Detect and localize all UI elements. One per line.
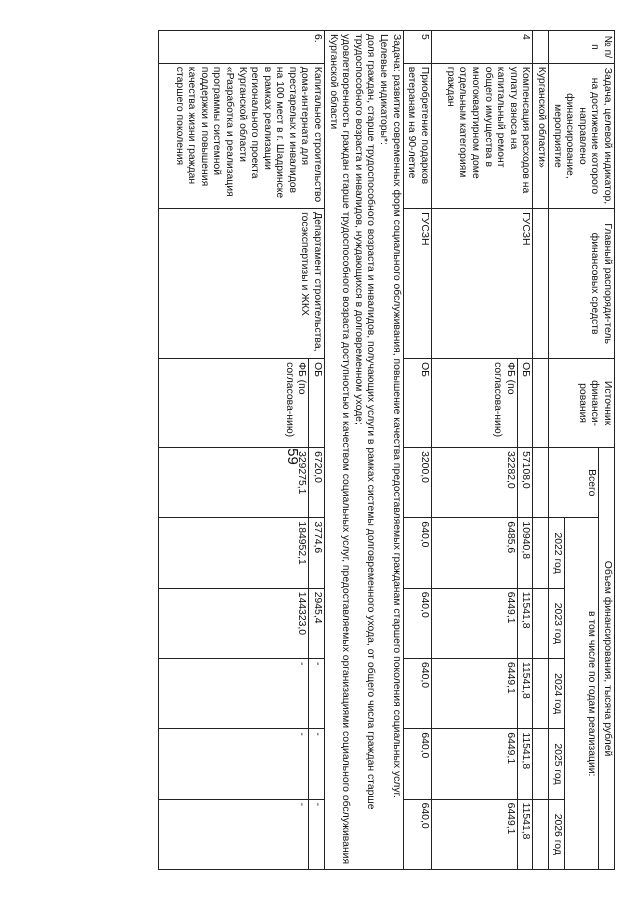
manager-cell: Департамент строительства, госэкспертизы и ЖКХ <box>159 209 325 359</box>
header-year: 2026 год <box>549 799 565 869</box>
year-cell: 640,0 <box>403 588 431 658</box>
header-volume: Объем финансирования, тысяча рублей <box>599 448 615 870</box>
year-cell: 11541,8 <box>517 799 533 869</box>
total-cell: 6720,0 <box>309 448 325 518</box>
manager-cell: ГУСЗН <box>431 209 533 359</box>
task-cell: Приобретение подарков ветеранам на 90-летие <box>403 63 431 208</box>
table-row <box>309 31 325 870</box>
year-cell: 6449,1 <box>431 729 517 799</box>
year-cell: - <box>309 729 325 799</box>
year-cell: - <box>159 729 309 799</box>
task-description <box>325 31 404 870</box>
source-cell: ОБ <box>403 359 431 448</box>
source-cell: ОБ <box>517 359 533 448</box>
year-cell: 10940,8 <box>517 518 533 588</box>
header-manager: Главный распоряди-тель финансовых средств <box>549 209 615 359</box>
year-cell: 144323,0 <box>159 588 309 658</box>
year-cell: 6449,1 <box>431 799 517 869</box>
table-row <box>517 31 533 870</box>
year-cell: 184952,1 <box>159 518 309 588</box>
total-cell: 57108,0 <box>517 448 533 518</box>
task-cell: Курганской области» <box>533 63 549 208</box>
header-year: 2024 год <box>549 659 565 729</box>
year-cell: 6449,1 <box>431 659 517 729</box>
year-cell: 640,0 <box>403 659 431 729</box>
year-cell: 6449,1 <box>431 588 517 658</box>
year-cell: 640,0 <box>403 729 431 799</box>
header-no: № п/п <box>549 31 615 64</box>
total-cell: 32282,0 <box>431 448 517 518</box>
table-row <box>533 31 549 870</box>
header-year: 2022 год <box>549 518 565 588</box>
task-cell: Капитальное строительство дома-интерната для престарелых и инвалидов на 100 мест в г. Шадринске в рамках реализации регионального проекта Курганской области «Разработка и реализация программы системной поддержки и повышения качества жизни граждан старшего поколения <box>159 63 325 208</box>
header-year: 2025 год <box>549 729 565 799</box>
page-number: 59 <box>283 448 301 465</box>
year-cell: 11541,8 <box>517 729 533 799</box>
rotated-page-content <box>95 30 615 870</box>
header-by-years: в том числе по годам реализации: <box>564 518 599 870</box>
total-cell: 3200,0 <box>403 448 431 518</box>
financing-table <box>159 30 616 870</box>
total-cell: 329275,1 <box>159 448 309 518</box>
year-cell: - <box>159 659 309 729</box>
header-total: Всего <box>549 448 599 518</box>
header-year: 2023 год <box>549 588 565 658</box>
year-cell: - <box>309 659 325 729</box>
manager-cell: ГУСЗН <box>403 209 431 359</box>
source-cell: ОБ <box>309 359 325 448</box>
row-number: 5 <box>403 31 431 64</box>
table-row <box>403 31 431 870</box>
year-cell: 6485,6 <box>431 518 517 588</box>
year-cell: 640,0 <box>403 799 431 869</box>
year-cell: 2945,4 <box>309 588 325 658</box>
table-row <box>325 31 404 870</box>
task-description-text: Задача: развитие современных форм социального обслуживания, повышение качества предоставляемых гражданам старшего поколения социальных услуг. Целевые индикаторы*: доля граждан, старше трудоспособного возраста и инвалидов, получающих услуги в рамках системы долговременного ухода, от общего числа граждан старше трудоспособного возраста и инвалидов, нуждающихся в долговременном уходе; удовлетворенность граждан старше трудоспособного возраста доступностью и качеством социальных услуг, предоставляемых организациями социального обслуживания Курганской области <box>327 34 402 865</box>
source-cell: ФБ (по согласова-нию) <box>431 359 517 448</box>
task-cell: Компенсация расходов на уплату взноса на капитальный ремонт общего имущества в многоквартирном доме отдельным категориям граждан <box>431 63 533 208</box>
year-cell: 11541,8 <box>517 659 533 729</box>
row-number: 6. <box>159 31 325 64</box>
header-task: Задача, целевой индикатор, на достижение которого направлено финансирование, мероприятие <box>549 63 615 208</box>
year-cell: 3774,6 <box>309 518 325 588</box>
header-source: Источник финанси-рования <box>549 359 615 448</box>
year-cell: - <box>159 799 309 869</box>
row-number: 4 <box>431 31 533 64</box>
year-cell: 640,0 <box>403 518 431 588</box>
source-cell: ФБ (по согласова-нию) <box>159 359 309 448</box>
year-cell: 11541,8 <box>517 588 533 658</box>
year-cell: - <box>309 799 325 869</box>
